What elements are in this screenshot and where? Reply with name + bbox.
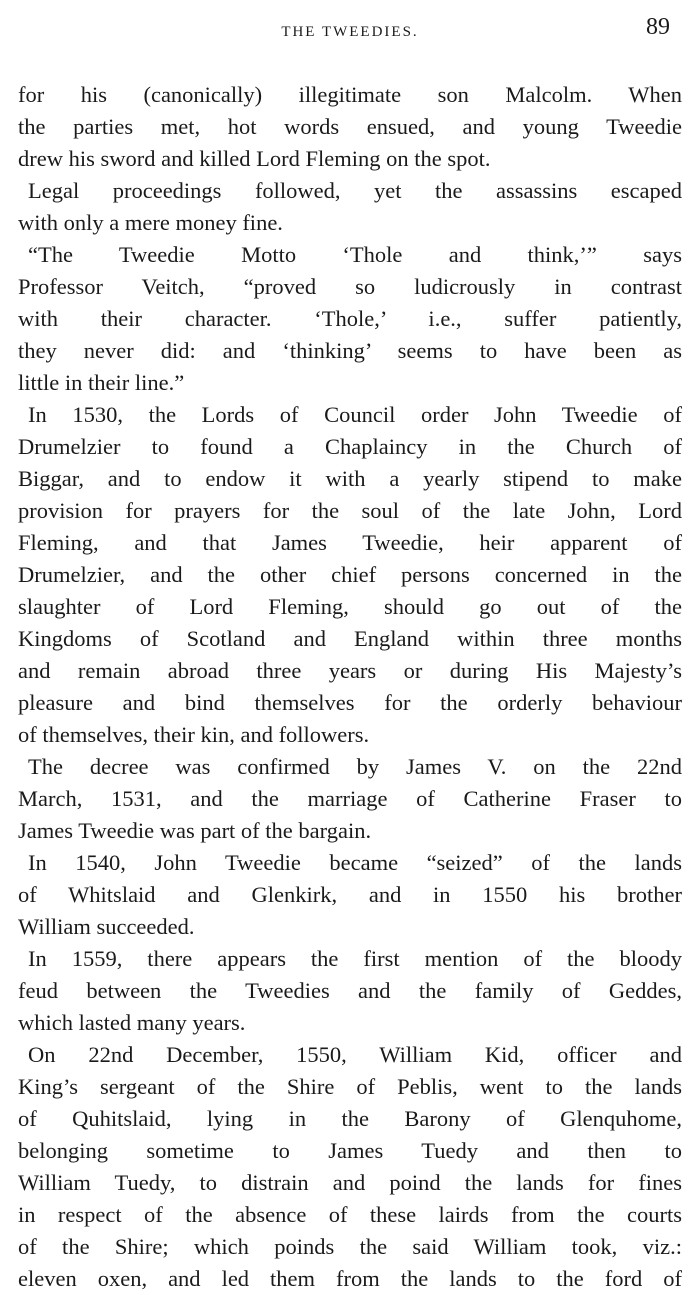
text-line: belonging sometime to James Tuedy and then to: [18, 1138, 682, 1163]
running-title: THE TWEEDIES.: [281, 24, 419, 40]
text-line: which lasted many years.: [18, 1010, 246, 1035]
page-number: 89: [646, 14, 670, 40]
text-line: of Quhitslaid, lying in the Barony of Glenquhome,: [18, 1106, 682, 1131]
text-line: of Whitslaid and Glenkirk, and in 1550 his brother: [18, 882, 682, 907]
text-line: and remain abroad three years or during His Majesty’s: [18, 658, 682, 683]
text-line: feud between the Tweedies and the family of Geddes,: [18, 978, 682, 1003]
text-line: Biggar, and to endow it with a yearly stipend to make: [18, 466, 682, 491]
text-line: slaughter of Lord Fleming, should go out of the: [18, 594, 682, 619]
text-line: King’s sergeant of the Shire of Peblis, went to the lands: [18, 1074, 682, 1099]
text-line: In 1540, John Tweedie became “seized” of the lands: [28, 850, 682, 875]
text-line: In 1530, the Lords of Council order John Tweedie of: [28, 402, 682, 427]
text-line: with their character. ‘Thole,’ i.e., suffer patiently,: [18, 306, 682, 331]
text-line: of themselves, their kin, and followers.: [18, 722, 370, 747]
running-head: [0, 12, 700, 52]
text-line: Drumelzier to found a Chaplaincy in the Church of: [18, 434, 682, 459]
text-line: Fleming, and that James Tweedie, heir apparent of: [18, 530, 682, 555]
text-line: of the Shire; which poinds the said William took, viz.:: [18, 1234, 682, 1259]
text-line: The decree was confirmed by James V. on the 22nd: [28, 754, 682, 779]
text-line: March, 1531, and the marriage of Catherine Fraser to: [18, 786, 682, 811]
text-line: pleasure and bind themselves for the orderly behaviour: [18, 690, 682, 715]
text-line: eleven oxen, and led them from the lands to the ford of: [18, 1266, 682, 1291]
text-line: Professor Veitch, “proved so ludicrously in contrast: [18, 274, 682, 299]
text-line: In 1559, there appears the first mention of the bloody: [28, 946, 682, 971]
text-line: William Tuedy, to distrain and poind the lands for fines: [18, 1170, 682, 1195]
text-line: Kingdoms of Scotland and England within three months: [18, 626, 682, 651]
text-line: the parties met, hot words ensued, and young Tweedie: [18, 114, 682, 139]
text-line: drew his sword and killed Lord Fleming on the spot.: [18, 146, 491, 171]
text-line: “The Tweedie Motto ‘Thole and think,’” says: [28, 242, 682, 267]
text-line: with only a mere money fine.: [18, 210, 283, 235]
body-text: [18, 79, 682, 1295]
text-line: James Tweedie was part of the bargain.: [18, 818, 372, 843]
text-line: they never did: and ‘thinking’ seems to have been as: [18, 338, 682, 363]
text-line: William succeeded.: [18, 914, 195, 939]
text-line: provision for prayers for the soul of the late John, Lord: [18, 498, 682, 523]
text-line: for his (canonically) illegitimate son Malcolm. When: [18, 82, 682, 107]
text-line: Legal proceedings followed, yet the assassins escaped: [28, 178, 682, 203]
text-line: in respect of the absence of these lairds from the courts: [18, 1202, 682, 1227]
text-line: On 22nd December, 1550, William Kid, officer and: [28, 1042, 682, 1067]
text-line: Drumelzier, and the other chief persons concerned in the: [18, 562, 682, 587]
text-line: little in their line.”: [18, 370, 185, 395]
